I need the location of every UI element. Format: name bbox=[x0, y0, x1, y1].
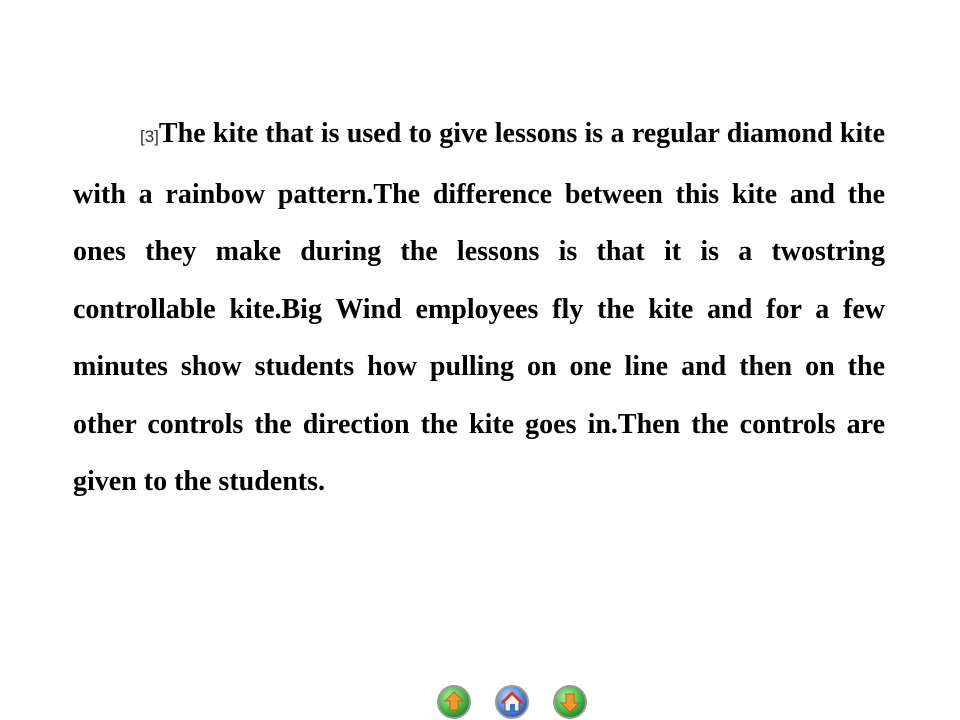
arrow-down-icon bbox=[552, 684, 588, 720]
previous-button[interactable] bbox=[436, 684, 472, 720]
paragraph-text bbox=[73, 105, 885, 511]
next-button[interactable] bbox=[552, 684, 588, 720]
arrow-up-icon bbox=[436, 684, 472, 720]
paragraph-body: The kite that is used to give lessons is a regular diamond kite with a rainbow pattern.The difference between this kite and the ones they make during the lessons is that it is a twostring controllable kite.Big Wind employees fly the kite and for a few minutes show students how pulling on one line and then on the other controls the direction the kite goes in.Then the controls are given to the students. bbox=[73, 118, 885, 497]
reference-marker: [3] bbox=[140, 127, 159, 146]
navigation-bar bbox=[436, 684, 588, 720]
home-button[interactable] bbox=[494, 684, 530, 720]
home-icon bbox=[494, 684, 530, 720]
